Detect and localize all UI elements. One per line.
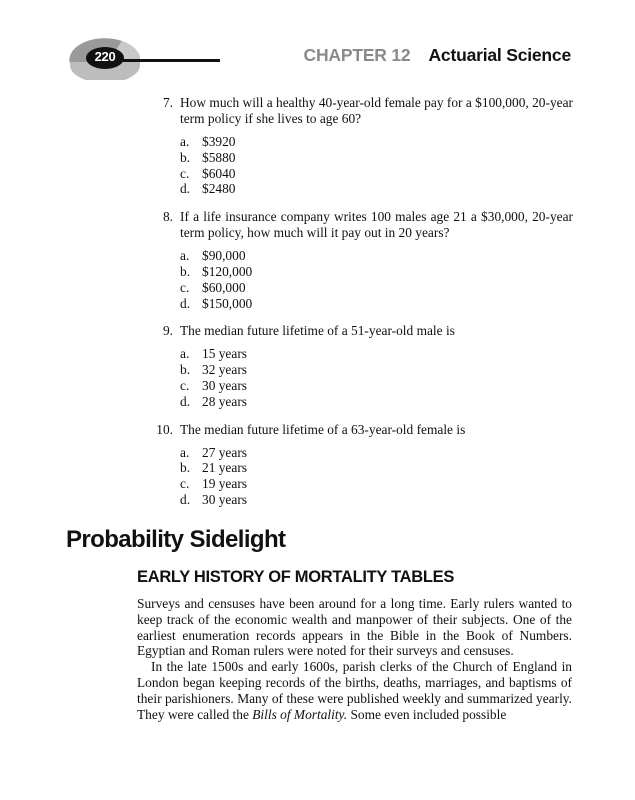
option-letter: d. xyxy=(180,393,191,409)
question-item xyxy=(159,209,573,311)
answer-option xyxy=(180,166,573,182)
question-text: How much will a healthy 40-year-old female pay for a $100,000, 20-year term policy if she lives to age 60? xyxy=(180,95,573,126)
option-text: $60,000 xyxy=(202,279,246,295)
option-text: $90,000 xyxy=(202,248,246,264)
question-item xyxy=(159,323,573,409)
question-item xyxy=(159,95,573,197)
option-text: $120,000 xyxy=(202,263,253,279)
body-paragraph xyxy=(137,659,572,722)
option-text: $5880 xyxy=(202,149,236,165)
option-letter: c. xyxy=(180,165,190,181)
option-letter: c. xyxy=(180,377,190,393)
option-text: 21 years xyxy=(202,460,247,476)
answer-option xyxy=(180,476,573,492)
option-text: $3920 xyxy=(202,134,236,149)
option-letter: a. xyxy=(180,444,190,460)
option-text: 19 years xyxy=(202,476,247,492)
answer-options xyxy=(180,134,573,197)
answer-option xyxy=(180,445,573,461)
answer-option xyxy=(180,134,573,150)
option-letter: b. xyxy=(180,149,191,165)
sidelight-body xyxy=(137,596,572,722)
question-text: If a life insurance company writes 100 males age 21 a $30,000, 20-year term policy, how much will it pay out in 20 years? xyxy=(180,209,573,241)
option-text: 30 years xyxy=(202,491,247,507)
option-text: $6040 xyxy=(202,165,236,181)
page-number: 220 xyxy=(94,49,116,64)
option-text: 32 years xyxy=(202,362,247,378)
answer-option xyxy=(180,150,573,166)
option-text: $2480 xyxy=(202,181,236,197)
answer-options xyxy=(180,346,573,409)
answer-option xyxy=(180,492,573,508)
page-number-badge xyxy=(68,36,228,80)
option-text: 27 years xyxy=(202,444,247,460)
option-letter: d. xyxy=(180,295,191,311)
question-number: 8. xyxy=(162,209,173,225)
italic-title: Bills of Mortality. xyxy=(252,706,348,722)
paragraph-text: Some even included possible xyxy=(347,706,507,722)
question-text: The median future lifetime of a 63-year-old female is xyxy=(180,421,466,437)
option-letter: a. xyxy=(180,346,190,362)
option-letter: c. xyxy=(180,279,190,295)
answer-option xyxy=(180,181,573,197)
question-item xyxy=(156,421,573,508)
answer-option xyxy=(180,296,573,312)
subsection-title: EARLY HISTORY OF MORTALITY TABLES xyxy=(137,568,455,586)
answer-option xyxy=(180,394,573,410)
option-letter: a. xyxy=(180,248,190,264)
option-letter: d. xyxy=(180,491,191,507)
answer-option xyxy=(180,264,573,280)
answer-option xyxy=(180,280,573,296)
body-paragraph: Surveys and censuses have been around for a long time. Early rulers wanted to keep track of the economic wealth and manpower of their subjects. One of the earliest enumeration records appears in the Bible in the Book of Numbers. Egyptian and Roman rulers were noted for their surveys and censuses. xyxy=(137,596,572,659)
page-header xyxy=(0,0,635,100)
answer-options xyxy=(180,445,573,508)
answer-options xyxy=(180,248,573,311)
answer-option xyxy=(180,378,573,394)
answer-option xyxy=(180,362,573,378)
option-text: 15 years xyxy=(202,346,247,362)
paragraph-text: In the late 1500s and early 1600s, parish clerks of the Church of England in London began keeping records of the births, deaths, marriages, and baptisms of their parishioners. Many of these were published weekly and summarized yearly. They were called the xyxy=(137,659,572,722)
chapter-title: Actuarial Science xyxy=(428,45,571,65)
option-text: 28 years xyxy=(202,393,247,409)
option-letter: b. xyxy=(180,460,191,476)
question-text: The median future lifetime of a 51-year-old male is xyxy=(180,323,455,339)
chapter-label: CHAPTER 12 xyxy=(303,45,411,65)
option-letter: b. xyxy=(180,362,191,378)
question-number: 10. xyxy=(156,421,173,437)
option-letter: a. xyxy=(180,134,190,149)
question-number: 7. xyxy=(162,95,173,110)
answer-option xyxy=(180,460,573,476)
option-letter: c. xyxy=(180,476,190,492)
option-letter: d. xyxy=(180,181,191,197)
chapter-heading xyxy=(304,45,571,66)
option-text: 30 years xyxy=(202,377,247,393)
exercise-questions xyxy=(156,95,573,520)
answer-option xyxy=(180,346,573,362)
answer-option xyxy=(180,248,573,264)
option-text: $150,000 xyxy=(202,295,253,311)
question-number: 9. xyxy=(162,323,173,339)
section-title: Probability Sidelight xyxy=(66,526,286,553)
option-letter: b. xyxy=(180,263,191,279)
